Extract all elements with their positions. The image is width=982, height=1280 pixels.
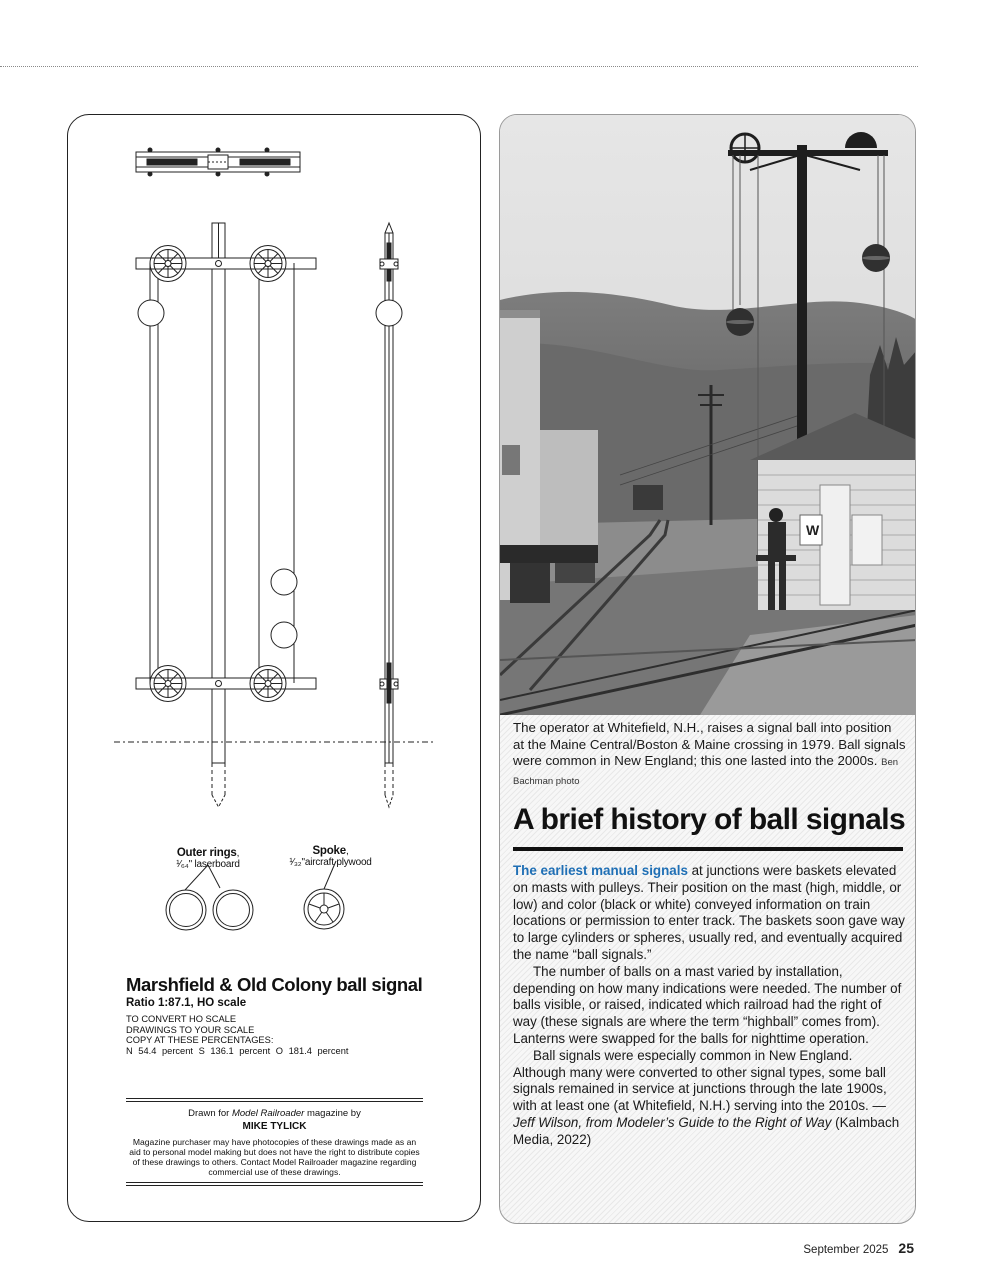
page-footer [803, 1240, 914, 1256]
spoke-material: ¹⁄₃₂"aircraft plywood [289, 857, 372, 868]
article-panel [499, 114, 916, 1224]
plan-view [136, 148, 300, 176]
spoke-label: Spoke, ¹⁄₃₂"aircraft plywood [289, 845, 372, 868]
photo-sign-letter: W [806, 522, 820, 538]
headline-rule [513, 847, 903, 851]
caption-text: The operator at Whitefield, N.H., raises a signal ball into position at the Maine Central/Boston & Maine crossing in 1979. Ball signals were common in New England; this one lasted into the 2000s. [513, 720, 906, 769]
scale-percentages: N 54.4 percent S 136.1 percent O 181.4 percent [126, 1045, 349, 1056]
drawing-credit [126, 1101, 423, 1183]
issue-date: September 2025 [803, 1244, 889, 1256]
drawing-title: Marshfield & Old Colony ball signal [126, 974, 423, 995]
article-publisher: (Kalmbach Media, 2022) [513, 1114, 900, 1147]
ball-signal-photo [500, 115, 916, 715]
outer-rings-detail [166, 865, 253, 930]
drawing-title-block [126, 974, 456, 1057]
front-elevation [136, 223, 316, 807]
drawing-panel [67, 114, 481, 1222]
outer-rings-label: Outer rings, ¹⁄₆₄" laserboard [176, 847, 240, 870]
page-number: 25 [898, 1240, 914, 1256]
article-paragraph-1 [513, 863, 906, 964]
article-attribution: Jeff Wilson, from Modeler’s Guide to the Right of Way [513, 1114, 832, 1130]
rights-note: Magazine purchaser may have photocopies of these drawings made as an aid to personal model making but does not have the right to distribute copies of these drawings to others. Contact Model Railroader magazine regarding commercial use of these drawings. [129, 1137, 420, 1177]
credit-author: MIKE TYLICK [242, 1121, 307, 1132]
article-body [513, 863, 906, 1149]
convert-note: TO CONVERT HO SCALE DRAWINGS TO YOUR SCALE COPY AT THESE PERCENTAGES: [126, 1014, 274, 1046]
photo-caption [513, 720, 906, 790]
header-dotted-rule [0, 66, 918, 67]
outer-rings-material: ¹⁄₆₄" laserboard [176, 859, 240, 870]
credit-magazine: Model Railroader [231, 1108, 305, 1119]
article-paragraph-3 [513, 1048, 906, 1149]
spoke-detail [304, 861, 344, 929]
credit-prefix: Drawn for [188, 1108, 230, 1119]
credit-suffix: magazine by [306, 1108, 361, 1119]
article-headline: A brief history of ball signals [513, 803, 906, 836]
spoke-title: Spoke [312, 845, 346, 857]
drawing-ratio: Ratio 1:87.1, HO scale [126, 997, 247, 1009]
photo-credit: Ben Bachman photo [513, 757, 899, 787]
side-elevation [376, 223, 402, 807]
paragraph-3-text: Ball signals were especially common in New England. Although many were converted to other signal types, some ball signals remained in service at junctions through the late 1900s, with at least one (at Whitefield, N.H.) serving into the 2010s. — [513, 1047, 887, 1114]
article-paragraph-2: The number of balls on a mast varied by installation, depending on how many indications were needed. The number of balls visible, or raised, indicated which railroad had the right of way (these signals are where the term “highball” comes from). Lanterns were swapped for the balls for nighttime operation. [513, 963, 902, 1046]
article-lead-in: The earliest manual signals [513, 863, 688, 878]
paragraph-1-text: at junctions were baskets elevated on masts with pulleys. Their position on the mast (high, middle, or low) and color (black or white) conveyed information on train locations or permission to enter track. The baskets soon gave way to large cylinders or spheres, usually red, and eventually acquired the name “ball signals.” [513, 863, 905, 962]
outer-rings-title: Outer rings [176, 847, 237, 859]
credit-line [126, 1108, 423, 1119]
